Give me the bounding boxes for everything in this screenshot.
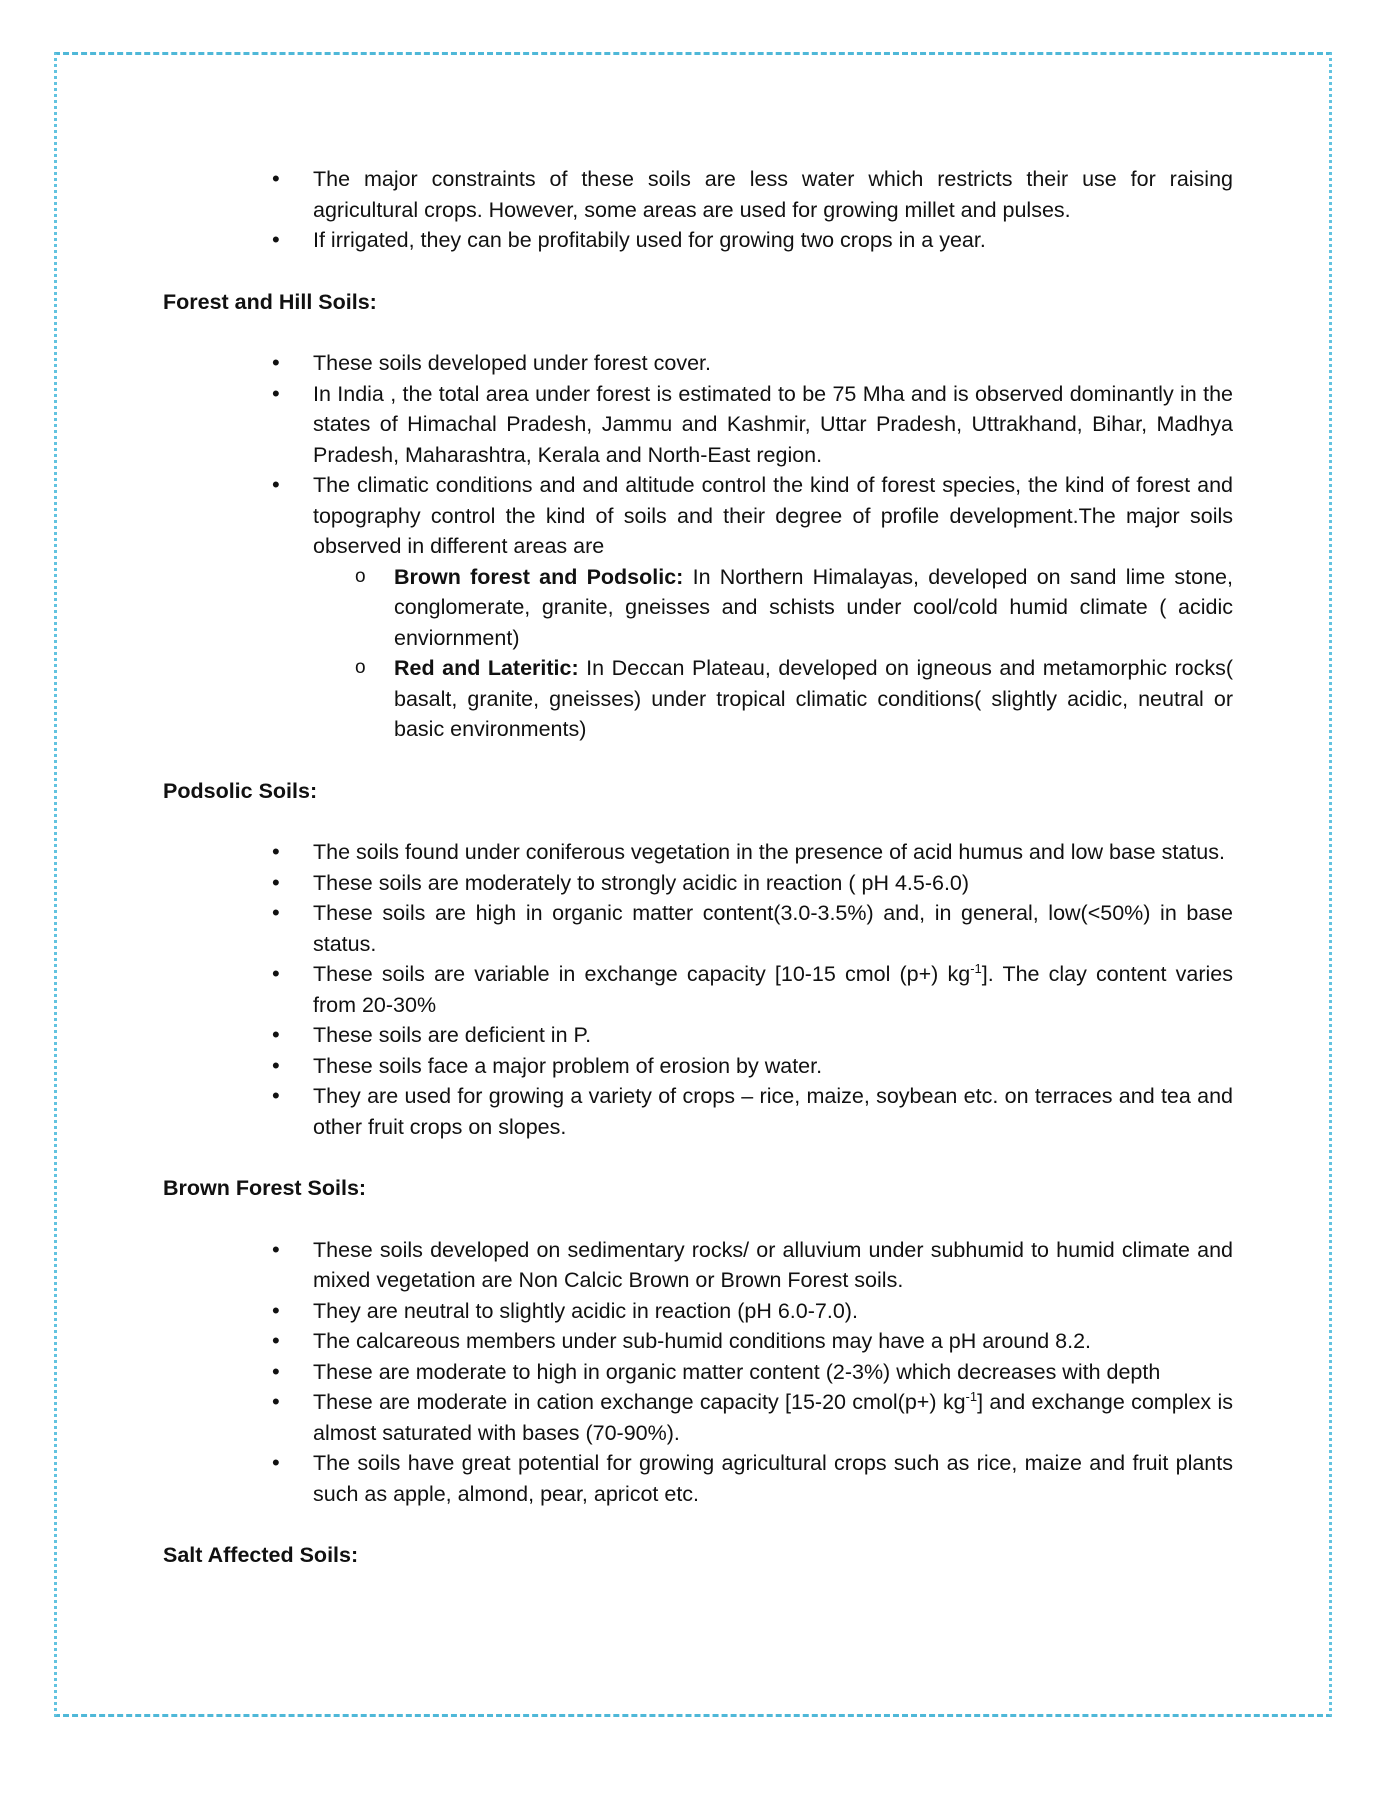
list-item: • The major constraints of these soils are less water which restricts their use for raising agricultural crops. However, some areas are used for growing millet and pulses.	[313, 164, 1233, 225]
section-heading-salt-affected: Salt Affected Soils:	[163, 1543, 359, 1567]
list-item: • They are neutral to slightly acidic in reaction (pH 6.0-7.0).	[313, 1296, 1233, 1327]
section-heading-forest-hill: Forest and Hill Soils:	[163, 289, 377, 314]
list-item: • The soils have great potential for growing agricultural crops such as rice, maize and fruit plants such as apple, almond, pear, apricot etc.	[313, 1448, 1233, 1509]
term-label: Brown forest and Podsolic:	[394, 564, 684, 589]
cec-text-before: These are moderate in cation exchange capacity [15-20 cmol(p+) kg	[313, 1390, 966, 1414]
sub-list-item	[394, 562, 1233, 654]
document-body	[163, 164, 1233, 1602]
cec-text-after: ]. The clay content varies from 20-30%	[313, 962, 1233, 1017]
list-item: • These soils developed on sedimentary rocks/ or alluvium under subhumid to humid climate and mixed vegetation are Non Calcic Brown or Brown Forest soils.	[313, 1235, 1233, 1296]
term-label: Red and Lateritic:	[394, 656, 579, 680]
forest-soil-types-list	[394, 562, 1233, 745]
list-item-text: The climatic conditions and and altitude control the kind of forest species, the kind of forest and topography control the kind of soils and their degree of profile development.The major soils observed in different areas are	[313, 473, 1233, 558]
list-item: • These are moderate to high in organic matter content (2-3%) which decreases with depth	[313, 1357, 1233, 1388]
intro-list	[313, 164, 1233, 256]
superscript: -1	[970, 960, 982, 976]
superscript: -1	[965, 1388, 978, 1404]
cec-text-before: These soils are variable in exchange capacity [10-15 cmol (p+) kg	[313, 962, 971, 986]
list-item: • These soils are deficient in P.	[313, 1020, 1233, 1051]
term-text: In Deccan Plateau, developed on igneous and metamorphic rocks( basalt, granite, gneisses) under tropical climatic conditions( slightly acidic, neutral or basic environments)	[394, 656, 1233, 741]
list-item: • These soils are moderately to strongly acidic in reaction ( pH 4.5-6.0)	[313, 868, 1233, 899]
list-item: • The calcareous members under sub-humid conditions may have a pH around 8.2.	[313, 1326, 1233, 1357]
forest-hill-list	[313, 348, 1233, 745]
list-item: • These soils face a major problem of erosion by water.	[313, 1051, 1233, 1082]
list-item: • In India , the total area under forest is estimated to be 75 Mha and is observed dominantly in the states of Himachal Pradesh, Jammu and Kashmir, Uttar Pradesh, Uttrakhand, Bihar, Madhya Pradesh, Maharashtra, Kerala and North-East region.	[313, 379, 1233, 471]
list-item: • If irrigated, they can be profitabily used for growing two crops in a year.	[313, 225, 1233, 256]
cec-text-after: ] and exchange complex is almost saturated with bases (70-90%).	[313, 1390, 1233, 1445]
list-item: • They are used for growing a variety of crops – rice, maize, soybean etc. on terraces and tea and other fruit crops on slopes.	[313, 1081, 1233, 1142]
list-item	[313, 1387, 1233, 1448]
brown-forest-list	[313, 1235, 1233, 1510]
podsolic-list	[313, 837, 1233, 1142]
list-item	[313, 959, 1233, 1020]
sub-list-item	[394, 653, 1233, 745]
term-text: In Northern Himalayas, developed on sand lime stone, conglomerate, granite, gneisses and schists under cool/cold humid climate ( acidic enviornment)	[394, 564, 1233, 650]
list-item: • These soils are high in organic matter content(3.0-3.5%) and, in general, low(<50%) in base status.	[313, 898, 1233, 959]
section-heading-podsolic: Podsolic Soils:	[163, 778, 318, 803]
list-item: • These soils developed under forest cover.	[313, 348, 1233, 379]
section-heading-brown-forest: Brown Forest Soils:	[163, 1176, 367, 1200]
list-item: • The soils found under coniferous vegetation in the presence of acid humus and low base status.	[313, 837, 1233, 868]
list-item	[313, 470, 1233, 745]
